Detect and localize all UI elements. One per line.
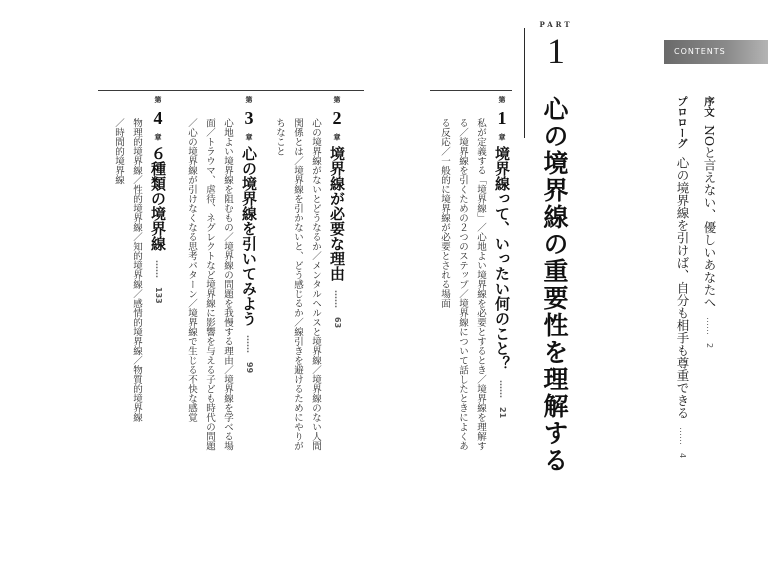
chapter-4-leader: …… bbox=[153, 259, 163, 278]
divider-rule-right bbox=[430, 90, 512, 91]
chapter-2-mark-bottom: 章 bbox=[333, 133, 341, 141]
chapter-3-summary-line-3: ／心の境界線が引けなくなる思考パターン／境界線で生じる不快な感覚 bbox=[186, 118, 197, 422]
chapter-3-mark-top: 第 bbox=[245, 96, 253, 103]
toc-entry-chapter-4[interactable] bbox=[148, 96, 168, 304]
part-divider-line bbox=[524, 28, 525, 138]
prologue-page: 4 bbox=[678, 452, 687, 459]
prologue-title: 心の境界線を引けば、自分も相手も尊重できる bbox=[675, 156, 690, 419]
chapter-1-title: 境界線って、いったい何のこと？ bbox=[493, 145, 511, 371]
chapter-2-mark-top: 第 bbox=[333, 96, 341, 103]
contents-tab: CONTENTS bbox=[664, 40, 768, 64]
chapter-2-number: 2 bbox=[327, 108, 347, 129]
chapter-2-page: 63 bbox=[333, 317, 342, 329]
chapter-4-summary-line-1: 物理的境界線／性的境界線／知的境界線／感情的境界線／物質的境界線 bbox=[131, 118, 142, 422]
chapter-3-page: 99 bbox=[245, 362, 254, 374]
toc-entry-chapter-3[interactable] bbox=[239, 96, 259, 373]
preface-page: 2 bbox=[705, 342, 714, 348]
chapter-4-page: 133 bbox=[154, 287, 163, 304]
toc-entry-chapter-1[interactable] bbox=[492, 96, 512, 418]
chapter-1-leader: …… bbox=[497, 379, 507, 398]
chapter-3-title: 心の境界線を引いてみよう bbox=[240, 145, 258, 326]
chapter-4-summary-line-2: ／時間的境界線 bbox=[113, 118, 124, 185]
chapter-3-summary-line-2: 面／トラウマ、虐待、ネグレクトなど境界線に影響を与える子ども時代の問題 bbox=[204, 118, 215, 451]
chapter-4-title: ６種類の境界線 bbox=[149, 145, 167, 251]
chapter-3-mark-bottom: 章 bbox=[245, 133, 253, 141]
chapter-1-summary-line-1: 私が定義する「境界線」／心地よい境界線を必要とするとき／境界線を理解す bbox=[475, 118, 486, 451]
chapter-4-number: 4 bbox=[148, 108, 168, 129]
preface-key: 序文 bbox=[703, 96, 715, 117]
chapter-1-summary-line-2: る／境界線を引くための２つのステップ／境界線について話したときによくあ bbox=[457, 118, 468, 451]
chapter-3-number: 3 bbox=[239, 108, 259, 129]
chapter-4-mark-top: 第 bbox=[154, 96, 162, 103]
chapter-2-summary-line-2: 関係とは／境界線を引かないと、どう感じるか／線引きを避けるためにやりが bbox=[292, 118, 303, 451]
part-label: PART bbox=[539, 20, 573, 29]
chapter-1-mark-bottom: 章 bbox=[498, 133, 506, 141]
chapter-3-summary-line-1: 心地よい境界線を阻むもの／境界線の問題を我慢する理由／境界線を学べる場 bbox=[222, 118, 233, 451]
preface-title: NOと言えない、優しいあなたへ bbox=[702, 124, 717, 309]
chapter-2-summary-line-3: ちなこと bbox=[274, 118, 285, 156]
prologue-key: プロローグ bbox=[676, 96, 688, 149]
part-number: 1 bbox=[547, 31, 565, 71]
preface-leader: …… bbox=[704, 316, 714, 335]
chapter-1-page: 21 bbox=[498, 407, 507, 419]
divider-rule-left bbox=[98, 90, 364, 91]
chapter-1-mark-top: 第 bbox=[498, 96, 506, 103]
chapter-2-title: 境界線が必要な理由 bbox=[328, 145, 346, 281]
chapter-1-summary-line-3: る反応／一般的に境界線が必要とされる場面 bbox=[439, 118, 450, 308]
toc-entry-prologue[interactable] bbox=[673, 96, 691, 458]
part-title: 心の境界線の重要性を理解する bbox=[540, 96, 569, 474]
chapter-4-mark-bottom: 章 bbox=[154, 133, 162, 141]
chapter-1-number: 1 bbox=[492, 108, 512, 129]
chapter-2-summary-line-1: 心の境界線がないとどうなるか／メンタルヘルスと境界線／境界線のない人間 bbox=[310, 118, 321, 451]
prologue-leader: …… bbox=[677, 426, 687, 445]
chapter-3-leader: …… bbox=[244, 334, 254, 353]
toc-entry-chapter-2[interactable] bbox=[327, 96, 347, 328]
chapter-2-leader: …… bbox=[332, 289, 342, 308]
toc-entry-preface[interactable] bbox=[700, 96, 718, 348]
